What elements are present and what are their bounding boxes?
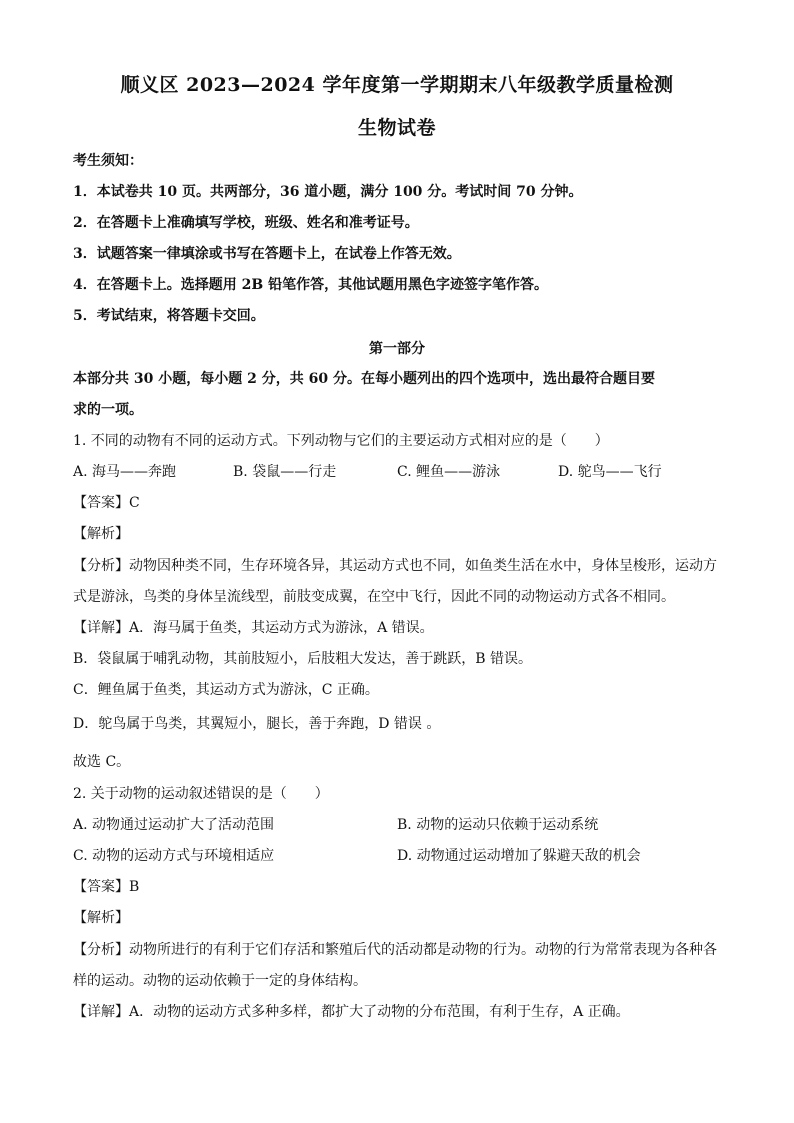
question-1-detail-c: C．鲤鱼属于鱼类，其运动方式为游泳，C 正确。 bbox=[73, 682, 379, 698]
question-2-option-c: C. 动物的运动方式与环境相适应 bbox=[73, 848, 275, 864]
question-2-fenxi-line-2: 样的运动。动物的运动依赖于一定的身体结构。 bbox=[73, 973, 367, 989]
question-1-answer: 【答案】C bbox=[73, 495, 140, 511]
notice-item-4: 4．在答题卡上。选择题用 2B 铅笔作答，其他试题用黑色字迹签字笔作答。 bbox=[73, 277, 549, 293]
question-2-option-b: B. 动物的运动只依赖于运动系统 bbox=[397, 817, 599, 833]
question-2-option-d: D. 动物通过运动增加了躲避天敌的机会 bbox=[397, 848, 641, 864]
part-heading: 第一部分 bbox=[369, 341, 425, 357]
question-2-detail-a: 【详解】A．动物的运动方式多种多样，都扩大了动物的分布范围，有利于生存，A 正确。 bbox=[73, 1004, 630, 1020]
question-2-fenxi-line-1: 【分析】动物所进行的有利于它们存活和繁殖后代的活动都是动物的行为。动物的行为常常表现为各种各 bbox=[73, 942, 717, 958]
question-1-stem: 1. 不同的动物有不同的运动方式。下列动物与它们的主要运动方式相对应的是（ ） bbox=[73, 433, 609, 449]
question-1-choose: 故选 C。 bbox=[73, 754, 131, 770]
question-2-stem: 2. 关于动物的运动叙述错误的是（ ） bbox=[73, 786, 329, 802]
question-1-detail-a: 【详解】A．海马属于鱼类，其运动方式为游泳，A 错误。 bbox=[73, 620, 434, 636]
question-1-option-c: C. 鲤鱼——游泳 bbox=[397, 464, 501, 480]
question-1-fenxi-line-1: 【分析】动物因种类不同，生存环境各异，其运动方式也不同，如鱼类生活在水中，身体呈梭形，运动方 bbox=[73, 558, 717, 574]
question-2-answer: 【答案】B bbox=[73, 879, 140, 895]
notice-item-3: 3．试题答案一律填涂或书写在答题卡上，在试卷上作答无效。 bbox=[73, 246, 461, 262]
notice-item-1: 1．本试卷共 10 页。共两部分，36 道小题，满分 100 分。考试时间 70 分钟。 bbox=[73, 184, 583, 200]
notice-item-2: 2．在答题卡上准确填写学校，班级、姓名和准考证号。 bbox=[73, 215, 419, 231]
question-1-detail-d: D．鸵鸟属于鸟类，其翼短小，腿长，善于奔跑，D 错误 。 bbox=[73, 716, 441, 732]
question-1-analysis-label: 【解析】 bbox=[73, 526, 129, 542]
question-1-fenxi-line-2: 式是游泳，鸟类的身体呈流线型，前肢变成翼，在空中飞行，因此不同的动物运动方式各不相同。 bbox=[73, 589, 675, 605]
notice-item-5: 5．考试结束，将答题卡交回。 bbox=[73, 308, 265, 324]
question-1-option-b: B. 袋鼠——行走 bbox=[233, 464, 337, 480]
question-1-detail-b: B．袋鼠属于哺乳动物，其前肢短小，后肢粗大发达，善于跳跃，B 错误。 bbox=[73, 651, 533, 667]
question-1-option-d: D. 鸵鸟——飞行 bbox=[558, 464, 662, 480]
exam-subtitle: 生物试卷 bbox=[357, 117, 436, 139]
question-1-option-a: A. 海马——奔跑 bbox=[73, 464, 177, 480]
part-intro-line-1: 本部分共 30 小题，每小题 2 分，共 60 分。在每小题列出的四个选项中，选出最符合题目要 bbox=[73, 371, 655, 387]
question-2-option-a: A. 动物通过运动扩大了活动范围 bbox=[73, 817, 275, 833]
part-intro-line-2: 求的一项。 bbox=[73, 402, 143, 418]
question-2-analysis-label: 【解析】 bbox=[73, 910, 129, 926]
notice-heading: 考生须知： bbox=[73, 153, 143, 169]
exam-title: 顺义区 2023—2024 学年度第一学期期末八年级教学质量检测 bbox=[120, 74, 674, 96]
